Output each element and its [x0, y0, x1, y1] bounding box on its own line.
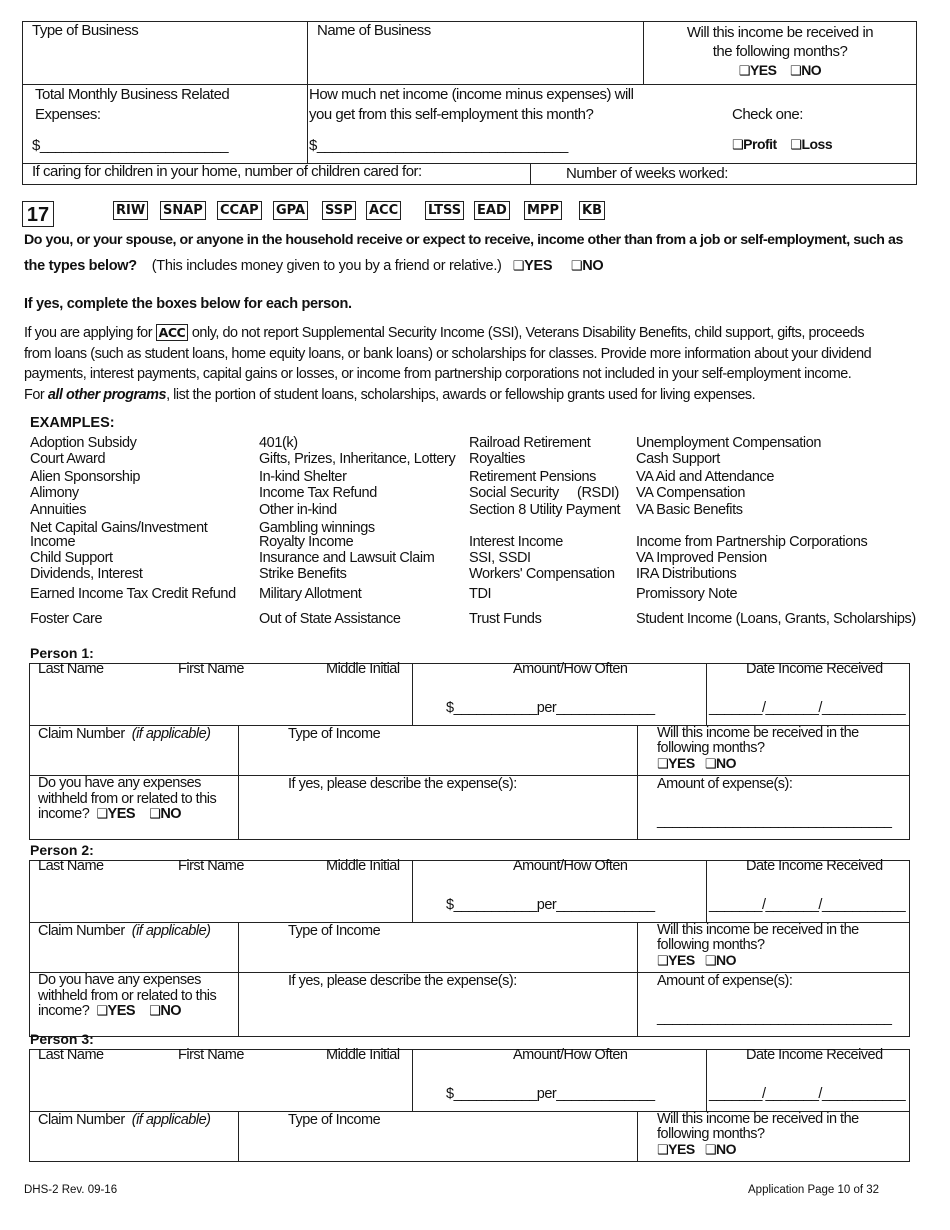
example-item: Net Capital Gains/Investment: [30, 520, 208, 536]
example-item: VA Basic Benefits: [636, 502, 743, 518]
divider: [238, 922, 239, 1037]
program-tag-acc: ACC: [366, 201, 401, 220]
person-label: Person 1:: [30, 645, 94, 661]
divider: [530, 163, 531, 185]
checkbox-icon[interactable]: ❑: [96, 807, 108, 822]
example-item: Promissory Note: [636, 586, 738, 602]
example-item: Adoption Subsidy: [30, 435, 137, 451]
example-item: Gambling winnings: [259, 520, 375, 536]
months-yes-no: ❑YES ❑NO: [738, 62, 822, 79]
describe-expenses-label: If yes, please describe the expense(s):: [288, 776, 517, 792]
program-tag-kb: KB: [579, 201, 605, 220]
example-item: Social Security (RSDI): [469, 485, 619, 501]
claim-number-label: Claim Number (if applicable): [38, 1112, 211, 1128]
middle-initial-label: Middle Initial: [326, 858, 400, 874]
amount-input[interactable]: $___________per_____________: [446, 1086, 655, 1102]
months-question: Will this income be received in the following months? ❑YES ❑NO: [657, 725, 859, 772]
program-tag-ccap: CCAP: [217, 201, 262, 220]
checkbox-icon[interactable]: ❑: [657, 757, 669, 772]
example-item: In-kind Shelter: [259, 469, 347, 485]
section17-question-line1: Do you, or your spouse, or anyone in the household receive or expect to receive, income other than from a job or self-employment, such as: [24, 232, 903, 248]
describe-expenses-label: If yes, please describe the expense(s):: [288, 973, 517, 989]
checkbox-icon[interactable]: ❑: [738, 64, 750, 79]
example-item: Dividends, Interest: [30, 566, 143, 582]
example-item: Retirement Pensions: [469, 469, 596, 485]
example-item: Income Tax Refund: [259, 485, 377, 501]
example-item: Trust Funds: [469, 611, 542, 627]
program-tag-snap: SNAP: [160, 201, 206, 220]
net-income-input[interactable]: $________________________________: [309, 137, 568, 154]
example-item: SSI, SSDI: [469, 550, 531, 566]
claim-number-label: Claim Number (if applicable): [38, 726, 211, 742]
middle-initial-label: Middle Initial: [326, 1047, 400, 1063]
program-tag-ead: EAD: [474, 201, 510, 220]
program-tag-mpp: MPP: [524, 201, 562, 220]
checkbox-icon[interactable]: ❑: [96, 1004, 108, 1019]
amount-of-expense-label: Amount of expense(s):: [657, 776, 793, 792]
amount-input[interactable]: $___________per_____________: [446, 897, 655, 913]
example-item: Alimony: [30, 485, 79, 501]
date-received-label: Date Income Received: [746, 1047, 883, 1063]
checkbox-icon[interactable]: ❑: [149, 807, 161, 822]
program-tag-ltss: LTSS: [425, 201, 464, 220]
example-item: VA Compensation: [636, 485, 745, 501]
checkbox-icon[interactable]: ❑: [790, 138, 802, 153]
divider: [706, 663, 707, 725]
divider: [637, 1111, 638, 1162]
example-item: IRA Distributions: [636, 566, 737, 582]
last-name-label: Last Name: [38, 661, 104, 677]
example-item: Strike Benefits: [259, 566, 347, 582]
first-name-label: First Name: [178, 1047, 244, 1063]
example-item: Section 8 Utility Payment: [469, 502, 621, 518]
checkbox-icon[interactable]: ❑: [570, 259, 583, 274]
children-cared-label: If caring for children in your home, number of children cared for:: [32, 163, 422, 180]
first-name-label: First Name: [178, 858, 244, 874]
type-of-income-label: Type of Income: [288, 923, 381, 939]
last-name-label: Last Name: [38, 1047, 104, 1063]
weeks-worked-label: Number of weeks worked:: [566, 165, 728, 182]
type-of-income-label: Type of Income: [288, 726, 381, 742]
expenses-question: Do you have any expenses withheld from or related to this income? ❑YES ❑NO: [38, 775, 217, 822]
example-item: Unemployment Compensation: [636, 435, 822, 451]
date-input[interactable]: _______/_______/___________: [709, 700, 906, 716]
example-item: Railroad Retirement: [469, 435, 591, 451]
form-id: DHS-2 Rev. 09-16: [24, 1184, 118, 1196]
check-one-label: Check one:: [732, 106, 803, 123]
program-tag-riw: RIW: [113, 201, 148, 220]
section-number: 17: [22, 201, 54, 227]
divider: [307, 21, 308, 164]
expenses-question: Do you have any expenses withheld from or related to this income? ❑YES ❑NO: [38, 972, 217, 1019]
example-item: Child Support: [30, 550, 113, 566]
example-item: Other in-kind: [259, 502, 337, 518]
checkbox-icon[interactable]: ❑: [149, 1004, 161, 1019]
middle-initial-label: Middle Initial: [326, 661, 400, 677]
checkbox-icon[interactable]: ❑: [657, 1143, 669, 1158]
example-item: Alien Sponsorship: [30, 469, 141, 485]
amount-of-expense-label: Amount of expense(s):: [657, 973, 793, 989]
example-item: Military Allotment: [259, 586, 362, 602]
profit-loss-options: ❑Profit ❑Loss: [732, 136, 833, 153]
expenses-label-1: Total Monthly Business Related: [35, 86, 230, 103]
name-of-business-label: Name of Business: [317, 22, 431, 39]
page-info: Application Page 10 of 32: [748, 1184, 880, 1196]
person-label: Person 2:: [30, 842, 94, 858]
net-income-label-2: you get from this self-employment this month?: [309, 106, 594, 123]
amount-how-often-label: Amount/How Often: [513, 661, 628, 677]
example-item: Gifts, Prizes, Inheritance, Lottery: [259, 451, 456, 467]
expense-amount-input[interactable]: _______________________________: [657, 1010, 892, 1026]
section17-paragraph: If you are applying for ACC only, do not report Supplemental Security Income (SSI), Veterans Disability Benefits, child support, gifts, proceeds from loans (such as student loans, home equity loans, or bank loans) or scholarships for classes. Provide more information about your dividend payments, interest payments, capital gains or losses, or income from partnership corporations not included in your self-employment income. For all other programs, list the portion of student loans, scholarships, awards or fellowship grants used for living expenses.: [24, 325, 872, 403]
example-item: Cash Support: [636, 451, 720, 467]
divider: [412, 860, 413, 922]
example-item: Workers' Compensation: [469, 566, 615, 582]
example-item: VA Improved Pension: [636, 550, 767, 566]
type-of-business-label: Type of Business: [32, 22, 139, 39]
divider: [706, 860, 707, 922]
net-income-label-1: How much net income (income minus expenses) will: [309, 86, 634, 103]
expenses-input[interactable]: $________________________: [32, 137, 229, 154]
first-name-label: First Name: [178, 661, 244, 677]
program-tag-gpa: GPA: [273, 201, 308, 220]
divider: [643, 21, 644, 84]
expense-amount-input[interactable]: _______________________________: [657, 813, 892, 829]
date-input[interactable]: _______/_______/___________: [709, 897, 906, 913]
checkbox-icon[interactable]: ❑: [704, 757, 716, 772]
example-item: Student Income (Loans, Grants, Scholarships): [636, 611, 916, 627]
program-tag-ssp: SSP: [322, 201, 356, 220]
divider: [22, 84, 917, 85]
example-item: Foster Care: [30, 611, 103, 627]
example-item: Out of State Assistance: [259, 611, 401, 627]
amount-how-often-label: Amount/How Often: [513, 858, 628, 874]
program-tag-acc-inline: ACC: [156, 324, 189, 341]
date-input[interactable]: _______/_______/___________: [709, 1086, 906, 1102]
examples-heading: EXAMPLES:: [30, 415, 115, 431]
checkbox-icon[interactable]: ❑: [657, 954, 669, 969]
months-question-line2: the following months?: [712, 43, 848, 60]
divider: [637, 725, 638, 840]
section17-instruction: If yes, complete the boxes below for each person.: [24, 296, 352, 312]
divider: [412, 1049, 413, 1111]
months-question: Will this income be received in the following months? ❑YES ❑NO: [657, 922, 859, 969]
example-item: Income from Partnership Corporations: [636, 534, 868, 550]
example-item: Royalties: [469, 451, 526, 467]
months-question-line1: Will this income be received in: [686, 24, 874, 41]
example-item: VA Aid and Attendance: [636, 469, 775, 485]
divider: [238, 725, 239, 840]
checkbox-icon[interactable]: ❑: [512, 259, 525, 274]
example-item: Royalty Income: [259, 534, 354, 550]
section17-question-line2: the types below? (This includes money given to you by a friend or relative.) ❑YES ❑NO: [24, 258, 604, 274]
example-item: TDI: [469, 586, 492, 602]
checkbox-icon[interactable]: ❑: [732, 138, 744, 153]
last-name-label: Last Name: [38, 858, 104, 874]
divider: [238, 1111, 239, 1162]
checkbox-icon[interactable]: ❑: [704, 954, 716, 969]
example-item: Earned Income Tax Credit Refund: [30, 586, 236, 602]
divider: [637, 922, 638, 1037]
claim-number-label: Claim Number (if applicable): [38, 923, 211, 939]
example-item: Court Award: [30, 451, 106, 467]
example-item: Interest Income: [469, 534, 563, 550]
example-item: 401(k): [259, 435, 298, 451]
date-received-label: Date Income Received: [746, 858, 883, 874]
divider: [706, 1049, 707, 1111]
divider: [412, 663, 413, 725]
amount-how-often-label: Amount/How Often: [513, 1047, 628, 1063]
checkbox-icon[interactable]: ❑: [790, 64, 802, 79]
amount-input[interactable]: $___________per_____________: [446, 700, 655, 716]
example-item: Income: [30, 534, 76, 550]
person-label: Person 3:: [30, 1031, 94, 1047]
example-item: Annuities: [30, 502, 87, 518]
type-of-income-label: Type of Income: [288, 1112, 381, 1128]
checkbox-icon[interactable]: ❑: [704, 1143, 716, 1158]
example-item: Insurance and Lawsuit Claim: [259, 550, 435, 566]
date-received-label: Date Income Received: [746, 661, 883, 677]
months-question: Will this income be received in the following months? ❑YES ❑NO: [657, 1111, 859, 1158]
expenses-label-2: Expenses:: [35, 106, 101, 123]
